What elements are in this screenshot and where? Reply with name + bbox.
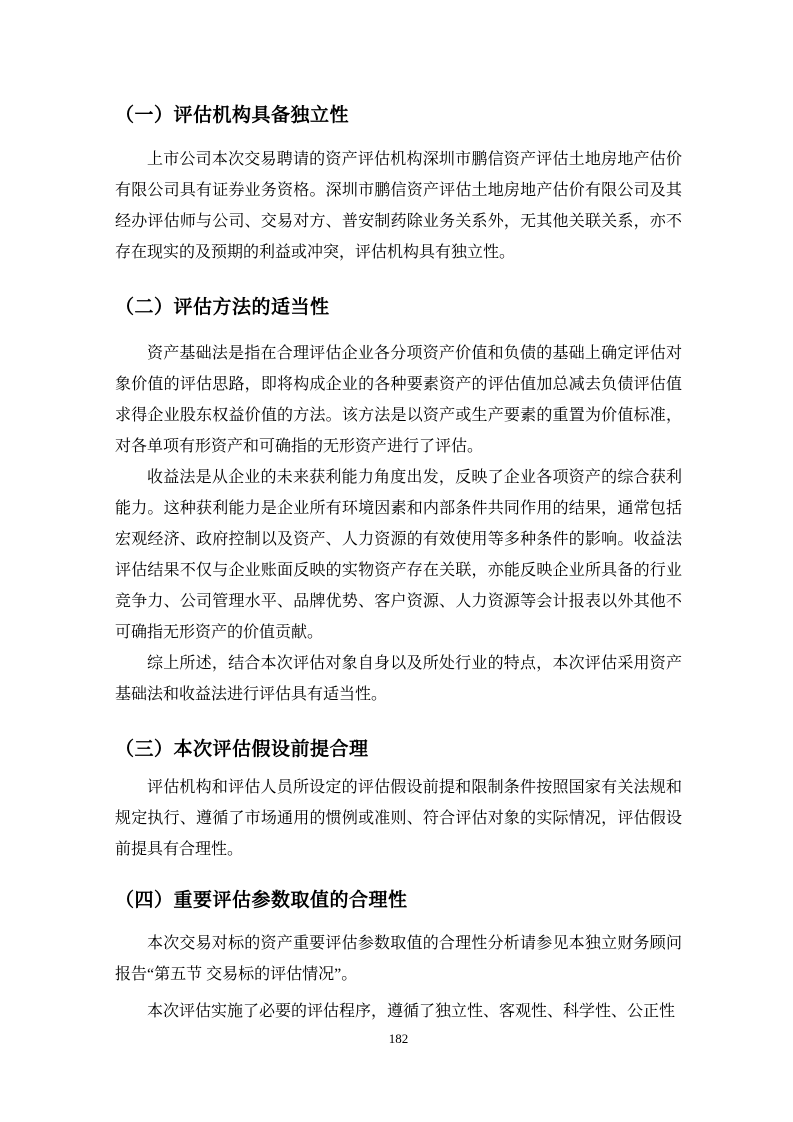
- section-heading-2: （二）评估方法的适当性: [115, 297, 330, 318]
- paragraph: 本次交易对标的资产重要评估参数取值的合理性分析请参见本独立财务顾问报告“第五节 交易标的评估情况”。: [115, 935, 682, 983]
- section-heading-4: （四）重要评估参数取值的合理性: [115, 890, 408, 911]
- paragraph: 本次评估实施了必要的评估程序，遵循了独立性、客观性、科学性、公正性: [147, 1003, 676, 1020]
- document-content: [115, 0, 682, 1047]
- section-heading-3: （三）本次评估假设前提合理: [115, 739, 369, 760]
- section-heading-1: （一）评估机构具备独立性: [115, 105, 350, 126]
- paragraph: 资产基础法是指在合理评估企业各分项资产价值和负债的基础上确定评估对象价值的评估思路，即将构成企业的各种要素资产的评估值加总减去负债评估值求得企业股东权益价值的方法。该方法是以资产或生产要素的重置为价值标准，对各单项有形资产和可确指的无形资产进行了评估。: [115, 345, 682, 455]
- paragraph: 上市公司本次交易聘请的资产评估机构深圳市鹏信资产评估土地房地产估价有限公司具有证券业务资格。深圳市鹏信资产评估土地房地产估价有限公司及其经办评估师与公司、交易对方、普安制药除业务关系外，无其他关联关系，亦不存在现实的及预期的利益或冲突，评估机构具有独立性。: [115, 151, 682, 261]
- paragraph: 综上所述，结合本次评估对象自身以及所处行业的特点，本次评估采用资产基础法和收益法进行评估具有适当性。: [115, 655, 682, 703]
- paragraph: 收益法是从企业的未来获利能力角度出发，反映了企业各项资产的综合获利能力。这种获利能力是企业所有环境因素和内部条件共同作用的结果，通常包括宏观经济、政府控制以及资产、人力资源的有效使用等多种条件的影响。收益法评估结果不仅与企业账面反映的实物资产存在关联，亦能反映企业所具备的行业竞争力、公司管理水平、品牌优势、客户资源、人力资源等会计报表以外其他不可确指无形资产的价值贡献。: [115, 469, 682, 641]
- paragraph: 评估机构和评估人员所设定的评估假设前提和限制条件按照国家有关法规和规定执行、遵循了市场通用的惯例或准则、符合评估对象的实际情况，评估假设前提具有合理性。: [115, 779, 682, 858]
- page-number: 182: [388, 1031, 409, 1046]
